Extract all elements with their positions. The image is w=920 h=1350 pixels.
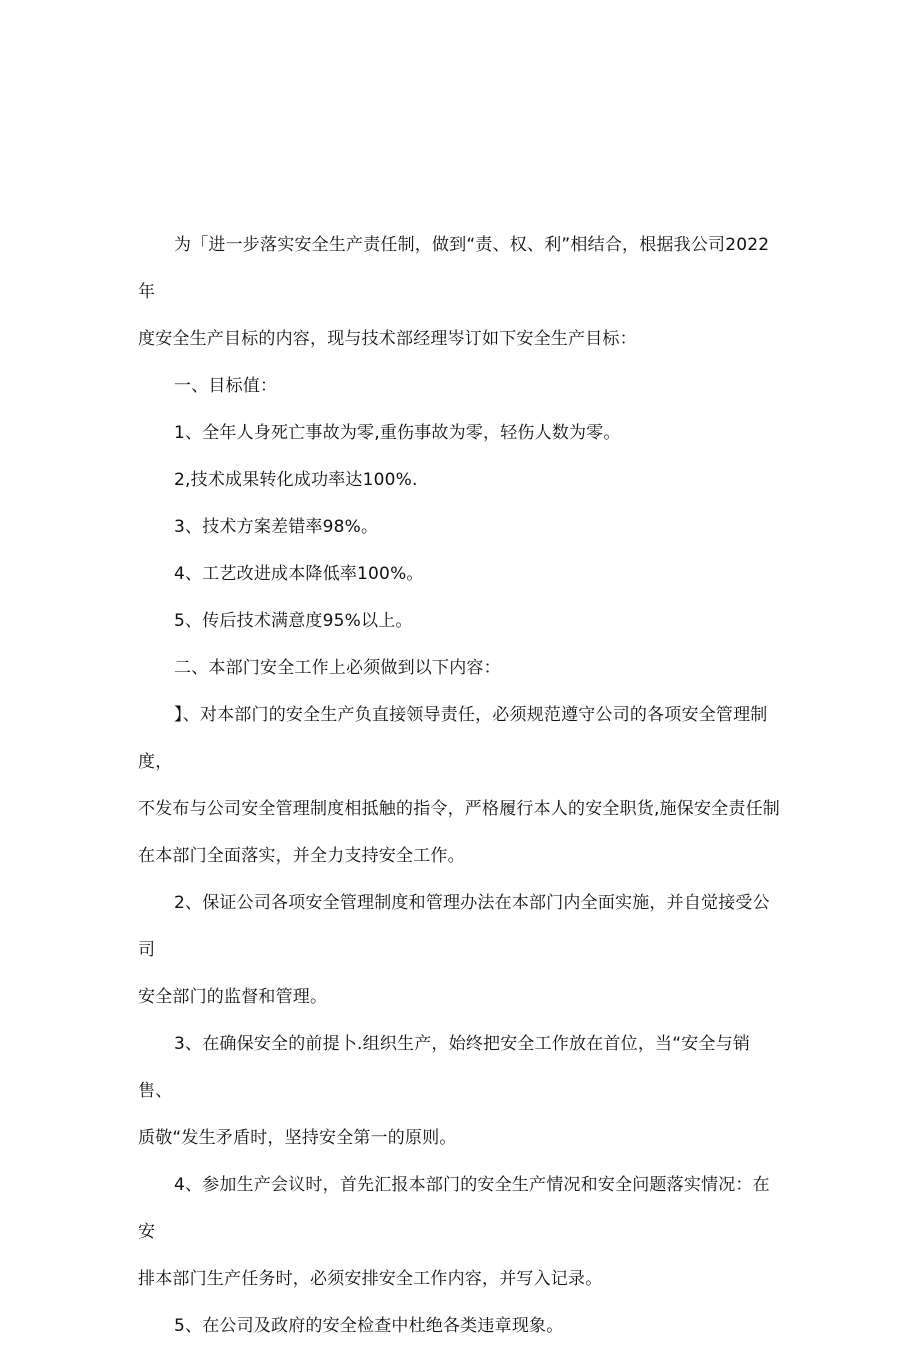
text-line: 安全部门的监督和管理。: [138, 987, 328, 1007]
text-line: 不发布与公司安全管理制度相抵触的指令，严格履行本人的安全职货,施保安全责任制: [138, 799, 781, 819]
intro-paragraph: [138, 222, 782, 363]
duty-item: [138, 1021, 782, 1162]
text-line: 2、保证公司各项安全管理制度和管理办法在本部门内全面实施，并自觉接受公司: [138, 893, 770, 960]
text-line: 质敬“发生矛盾时，坚持安全第一的原则。: [138, 1128, 457, 1148]
text-line: 为「进一步落实安全生产责任制，做到“责、权、利”相结合，根据我公司2022年: [138, 235, 770, 302]
duty-item: [138, 1162, 782, 1303]
target-item: [138, 598, 782, 645]
text-line: 4、参加生产会议时，首先汇报本部门的安全生产情况和安全问题落实情况：在安: [138, 1175, 770, 1242]
text-line: 度安全生产目标的内容，现与技术部经理岑订如下安全生产目标：: [138, 329, 637, 349]
text-line: 5、传后技术满意度95%以上。: [174, 611, 413, 631]
text-line: 3、在确保安全的前提卜.组织生产，始终把安全工作放在首位，当“安全与销售、: [138, 1034, 751, 1101]
text-line: 5、在公司及政府的安全检查中杜绝各类违章现象。: [174, 1316, 564, 1336]
document-body: [138, 222, 782, 1350]
text-line: 在本部门全面落实，并全力支持安全工作。: [138, 846, 465, 866]
duty-item: [138, 1303, 782, 1350]
section-heading-duties: [138, 645, 782, 692]
text-line: 3、技术方案差错率98%。: [174, 517, 379, 537]
target-item: [138, 504, 782, 551]
text-line: 排本部门生产任务时，必须安排安全工作内容，并写入记录。: [138, 1269, 603, 1289]
text-line: 二、本部门安全工作上必须做到以下内容：: [174, 658, 501, 678]
duty-item: [138, 880, 782, 1021]
text-line: 1、全年人身死亡事故为零,重伤事故为零，轻伤人数为零。: [174, 423, 621, 443]
text-line: 4、工艺改进成本降低率100%。: [174, 564, 424, 584]
text-line: 一、目标值：: [174, 376, 278, 396]
target-item: [138, 457, 782, 504]
text-line: 2,技术成果转化成功率达100%.: [174, 470, 418, 490]
text-line: 】、对本部门的安全生产负直接领导责任，必须规范遵守公司的各项安全管理制度，: [138, 705, 768, 772]
target-item: [138, 551, 782, 598]
section-heading-targets: [138, 363, 782, 410]
duty-item: [138, 692, 782, 880]
target-item: [138, 410, 782, 457]
